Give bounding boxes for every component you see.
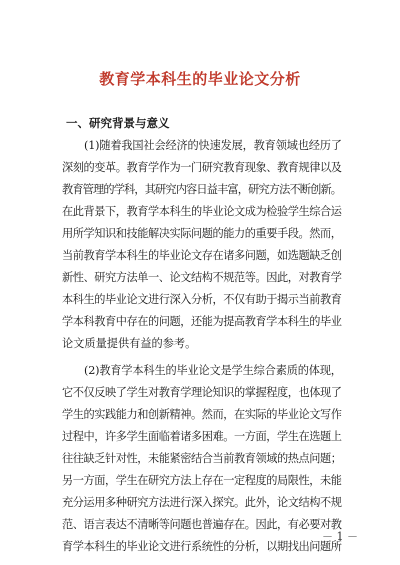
paragraph-line: 另一方面，学生在研究方法上存在一定程度的局限性，未能 — [62, 474, 342, 487]
section-heading: 一、研究背景与意义 — [66, 116, 170, 130]
paragraph-line: 本科生的毕业论文进行深入分析，不仅有助于揭示当前教育 — [62, 293, 342, 306]
document-title: 教育学本科生的毕业论文分析 — [99, 70, 301, 88]
paragraph-line: (1)随着我国社会经济的快速发展，教育领域也经历了 — [84, 139, 342, 152]
paragraph-line: 用所学知识和技能解决实际问题的能力的重要手段。然而， — [62, 227, 342, 240]
paragraph-line: 过程中，许多学生面临着诸多困难。一方面，学生在选题上 — [62, 430, 342, 443]
paragraph-line: 论文质量提供有益的参考。 — [62, 337, 197, 350]
paragraph-line: 当前教育学本科生的毕业论文存在诸多问题，如选题缺乏创 — [62, 249, 342, 262]
paragraph-line: 充分运用多种研究方法进行深入探究。此外，论文结构不规 — [62, 496, 342, 509]
paragraph-line: 深刻的变革。教育学作为一门研究教育现象、教育规律以及 — [62, 161, 342, 174]
paragraph-line: 育学本科生的毕业论文进行系统性的分析，以期找出问题所 — [62, 540, 342, 553]
page-number: － 1 － — [322, 530, 358, 543]
paragraph-line: 往往缺乏针对性，未能紧密结合当前教育领域的热点问题； — [62, 452, 342, 465]
paragraph-line: 学本科教育中存在的问题，还能为提高教育学本科生的毕业 — [62, 315, 342, 328]
paragraph-line: (2)教育学本科生的毕业论文是学生综合素质的体现， — [84, 364, 342, 377]
paragraph-line: 学生的实践能力和创新精神。然而，在实际的毕业论文写作 — [62, 408, 342, 421]
paragraph-line: 在此背景下，教育学本科生的毕业论文成为检验学生综合运 — [62, 205, 342, 218]
paragraph-line: 它不仅反映了学生对教育学理论知识的掌握程度，也体现了 — [62, 386, 342, 399]
paragraph-line: 新性、研究方法单一、论文结构不规范等。因此，对教育学 — [62, 271, 342, 284]
paragraph-line: 范、语言表达不清晰等问题也普遍存在。因此，有必要对教 — [62, 518, 342, 531]
paragraph-line: 教育管理的学科，其研究内容日益丰富，研究方法不断创新。 — [62, 183, 342, 196]
